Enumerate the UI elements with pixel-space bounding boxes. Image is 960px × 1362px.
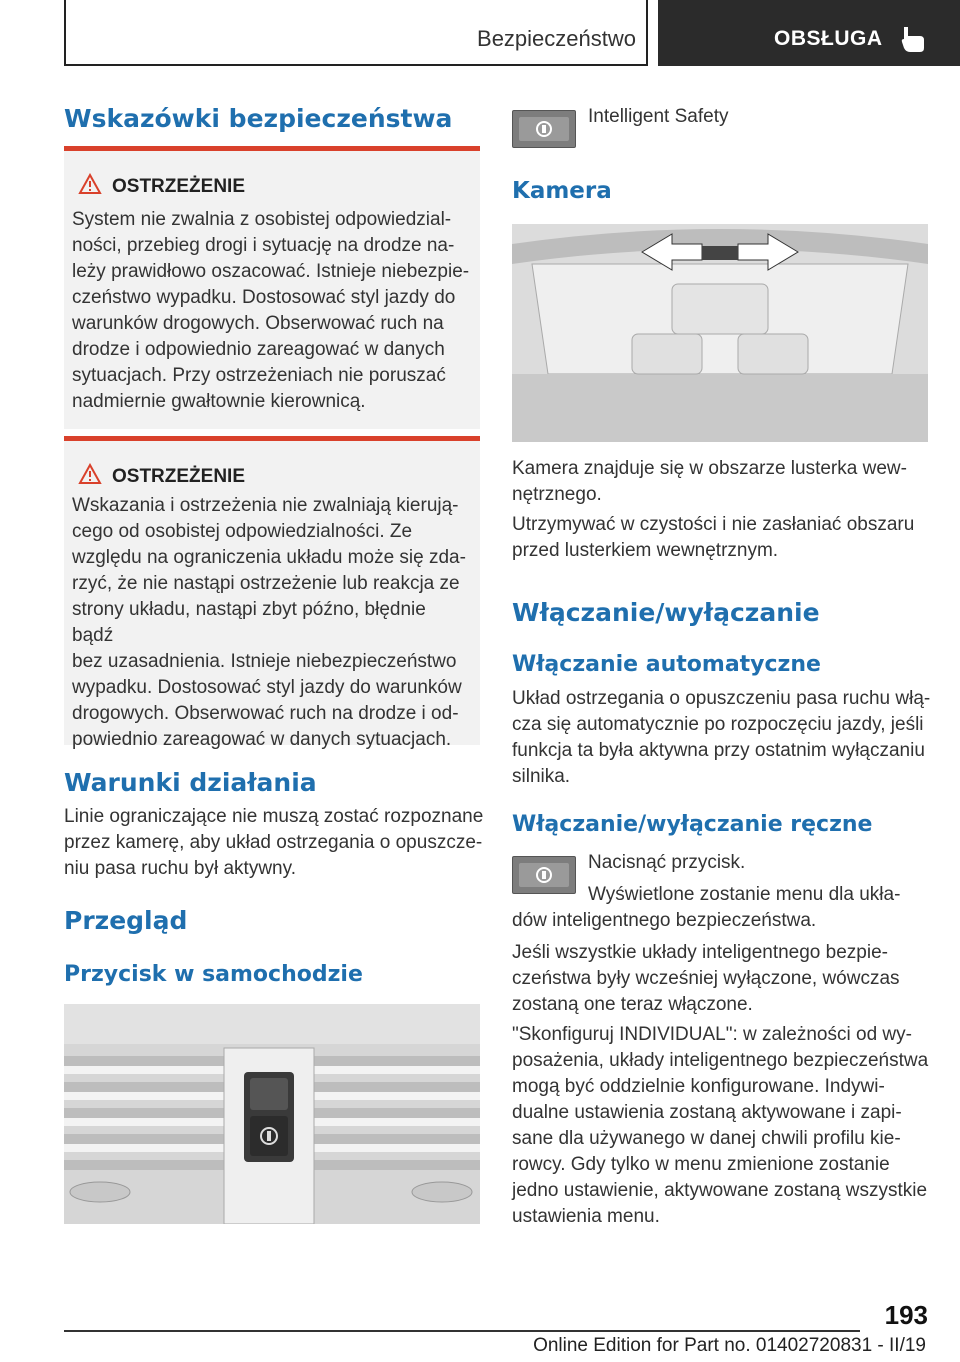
camera-location-illustration	[512, 224, 928, 442]
warning-label: OSTRZEŻENIE	[112, 176, 246, 197]
warning-line: drogowych. Obserwować ruch na drodze i od-	[72, 703, 459, 724]
paragraph-line: Układ ostrzegania o opuszczeniu pasa ruchu włą-	[512, 688, 931, 709]
warning-triangle-icon	[78, 463, 102, 485]
pointing-hand-icon	[898, 24, 928, 54]
paragraph-line: funkcja ta była aktywna przy ostatnim wyłączaniu	[512, 740, 925, 761]
paragraph-line: silnika.	[512, 766, 571, 787]
subsection-title-button: Przycisk w samochodzie	[64, 962, 363, 987]
warning-line: System nie zwalnia z osobistej odpowiedzial-	[72, 209, 452, 230]
warning-line: ności, przebieg drogi i sytuację na drodze na-	[72, 235, 455, 256]
subsection-title-automatic: Włączanie automatyczne	[512, 652, 821, 677]
camera-location-text	[512, 456, 932, 508]
warning-text	[72, 207, 472, 415]
camera-care-text	[512, 512, 932, 564]
paragraph-line: przed lusterkiem wewnętrznym.	[512, 540, 779, 561]
paragraph-line: czeństwa były wcześniej wyłączone, wówczas	[512, 968, 900, 989]
warning-line: warunków drogowych. Obserwować ruch na	[72, 313, 444, 334]
paragraph-line: nętrznego.	[512, 484, 602, 505]
header-section-title: Bezpieczeństwo	[477, 26, 636, 51]
warning-line: strony układu, nastąpi zbyt późno, błędnie bądź	[72, 599, 426, 646]
warning-box-2	[64, 436, 480, 750]
header-rule-bottom	[64, 64, 648, 66]
conditions-paragraph	[64, 804, 484, 882]
paragraph-line: Jeśli wszystkie układy inteligentnego bezpie-	[512, 942, 888, 963]
footer-edition: Online Edition for Part no. 01402720831 - II/19	[533, 1335, 926, 1356]
paragraph-line: zostaną one teraz włączone.	[512, 994, 753, 1015]
paragraph-line: przez kamerę, aby układ ostrzegania o opuszcze-	[64, 832, 483, 853]
paragraph-line: posażenia, układy inteligentnego bezpieczeństwa	[512, 1050, 929, 1071]
warning-line: rzyć, że nie nastąpi ostrzeżenie lub reakcja ze	[72, 573, 460, 594]
section-title-conditions: Warunki działania	[64, 768, 317, 797]
warning-triangle-icon	[78, 173, 102, 195]
warning-line: bez uzasadnienia. Istnieje niebezpieczeństwo	[72, 651, 457, 672]
individual-config-text	[512, 1022, 932, 1230]
header-chapter-tab[interactable]	[658, 0, 960, 66]
paragraph-line: sane dla używanego w danej chwili profilu kie-	[512, 1128, 901, 1149]
warning-line: czeństwo wypadku. Dostosować styl jazdy do	[72, 287, 456, 308]
header-chapter-label: OBSŁUGA	[774, 27, 883, 50]
section-title-overview: Przegląd	[64, 906, 188, 935]
warning-label: OSTRZEŻENIE	[112, 466, 246, 487]
warning-line: sytuacjach. Przy ostrzeżeniach nie poruszać	[72, 365, 446, 386]
section-title-safety-notes: Wskazówki bezpieczeństwa	[64, 104, 453, 133]
header-rule-right	[646, 0, 648, 66]
menu-shown-line-2: dów inteligentnego bezpieczeństwa.	[512, 910, 817, 931]
warning-line: wypadku. Dostosować styl jazdy do warunków	[72, 677, 462, 698]
press-button-instruction: Nacisnąć przycisk.	[588, 852, 746, 873]
paragraph-line: cza się automatycznie po rozpoczęciu jazdy, jeśli	[512, 714, 924, 735]
paragraph-line: "Skonfiguruj INDIVIDUAL": w zależności od wy-	[512, 1024, 912, 1045]
all-off-text	[512, 940, 932, 1018]
warning-text	[72, 493, 472, 753]
intelligent-safety-button-icon	[512, 856, 576, 894]
section-title-on-off: Włączanie/wyłączanie	[512, 598, 820, 627]
warning-line: leży prawidłowo oszacować. Istnieje niebezpie-	[72, 261, 470, 282]
page-number: 193	[884, 1300, 928, 1330]
warning-heading	[78, 173, 245, 198]
warning-line: cego od osobistej odpowiedzialności. Ze	[72, 521, 413, 542]
warning-line: nadmiernie gwałtownie kierownicą.	[72, 391, 366, 412]
paragraph-line: Kamera znajduje się w obszarze lusterka wew-	[512, 458, 907, 479]
warning-heading	[78, 463, 245, 488]
warning-line: powiednio zareagować w danych sytuacjach.	[72, 729, 452, 750]
intelligent-safety-button-icon	[512, 110, 576, 148]
button-in-car-illustration	[64, 1004, 480, 1224]
subsection-title-manual: Włączanie/wyłączanie ręczne	[512, 812, 873, 837]
footer-rule	[64, 1330, 860, 1332]
section-title-camera: Kamera	[512, 178, 612, 204]
paragraph-line: dualne ustawienia zostaną aktywowane i zapi-	[512, 1102, 902, 1123]
paragraph-line: Utrzymywać w czystości i nie zasłaniać obszaru	[512, 514, 915, 535]
intelligent-safety-label: Intelligent Safety	[588, 106, 729, 127]
automatic-text	[512, 686, 932, 790]
paragraph-line: ustawienia menu.	[512, 1206, 660, 1227]
paragraph-line: Linie ograniczające nie muszą zostać rozpoznane	[64, 806, 484, 827]
paragraph-line: mogą być oddzielnie konfigurowane. Indywi-	[512, 1076, 885, 1097]
paragraph-line: jedno ustawienie, aktywowane zostaną wszystkie	[512, 1180, 928, 1201]
warning-box-1	[64, 146, 480, 429]
warning-line: Wskazania i ostrzeżenia nie zwalniają kierują-	[72, 495, 459, 516]
header-rule-left	[64, 0, 66, 66]
warning-line: drodze i odpowiednio zareagować w danych	[72, 339, 445, 360]
warning-line: względu na ograniczenia układu może się zda-	[72, 547, 466, 568]
paragraph-line: niu pasa ruchu był aktywny.	[64, 858, 296, 879]
menu-shown-line-1: Wyświetlone zostanie menu dla ukła-	[588, 884, 901, 905]
paragraph-line: rowcy. Gdy tylko w menu zmienione zostanie	[512, 1154, 890, 1175]
